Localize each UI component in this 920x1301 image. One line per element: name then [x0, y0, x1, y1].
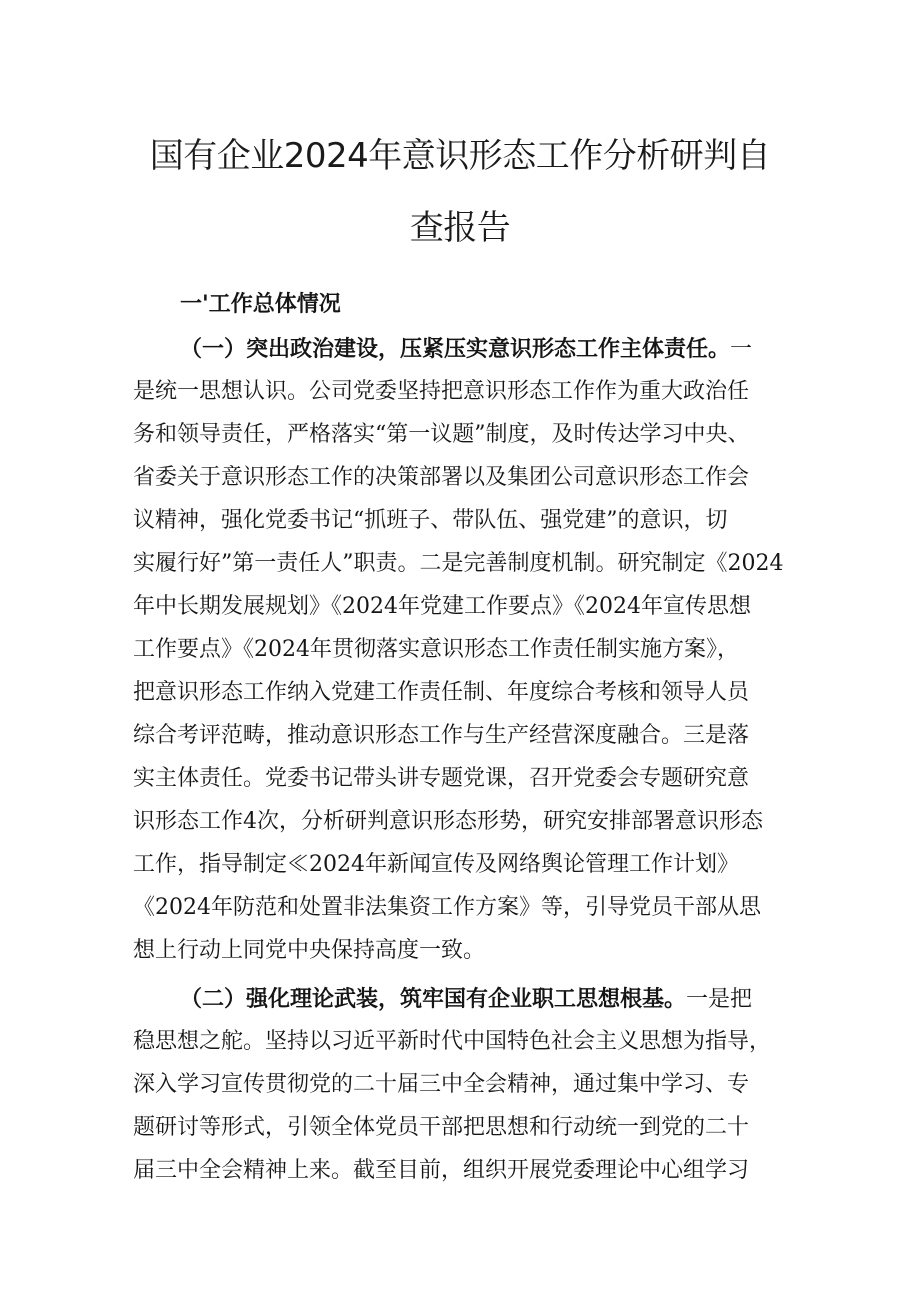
paragraph-1-text: 一 — [730, 337, 753, 362]
paragraph-1-line: 想上行动上同党中央保持高度一致。 — [133, 938, 486, 963]
paragraph-1-line: 务和领导责任，严格落实“第一议题”制度，及时传达学习中央、 — [133, 422, 750, 447]
paragraph-1-line-1 — [180, 334, 752, 365]
paragraph-2-line: 届三中全会精神上来。截至目前，组织开展党委理论中心组学习 — [133, 1158, 750, 1183]
paragraph-1-line: 《2024年防范和处置非法集资工作方案》等，引导党员干部从思 — [133, 895, 761, 920]
paragraph-1-line: 省委关于意识形态工作的决策部署以及集团公司意识形态工作会 — [133, 465, 750, 490]
paragraph-1-line: 年中长期发展规划》《2024年党建工作要点》《2024年宣传思想 — [133, 594, 751, 619]
section-heading: 一'工作总体情况 — [180, 292, 341, 317]
document-title-line-1: 国有企业2024年意识形态工作分析研判自 — [149, 136, 771, 176]
paragraph-2-lead: （二）强化理论武装，筑牢国有企业职工思想根基。 — [180, 986, 687, 1012]
paragraph-1-line: 工作，指导制定≪2024年新闻宣传及网络舆论管理工作计划》 — [133, 852, 739, 877]
paragraph-1-line: 综合考评范畴，推动意识形态工作与生产经营深度融合。三是落 — [133, 723, 750, 748]
document-title-line-2: 查报告 — [409, 208, 511, 248]
paragraph-1-line: 工作要点》《2024年贯彻落实意识形态工作责任制实施方案》， — [133, 637, 739, 662]
paragraph-2-line: 题研讨等形式，引领全体党员干部把思想和行动统一到党的二十 — [133, 1115, 750, 1140]
paragraph-2-line: 稳思想之舵。坚持以习近平新时代中国特色社会主义思想为指导， — [133, 1029, 772, 1054]
paragraph-1-line: 是统一思想认识。公司党委坚持把意识形态工作作为重大政治任 — [133, 379, 750, 404]
paragraph-1-line: 实履行好”第一责任人”职责。二是完善制度机制。研究制定《2024 — [133, 551, 784, 576]
paragraph-2-line-1 — [180, 984, 752, 1015]
paragraph-1-line: 把意识形态工作纳入党建工作责任制、年度综合考核和领导人员 — [133, 680, 750, 705]
paragraph-1-lead: （一）突出政治建设，压紧压实意识形态工作主体责任。 — [180, 336, 731, 362]
paragraph-1-line: 识形态工作4次，分析研判意识形态形势，研究安排部署意识形态 — [133, 809, 763, 834]
paragraph-2-text: 一是把 — [686, 987, 753, 1012]
paragraph-1-line: 实主体责任。党委书记带头讲专题党课，召开党委会专题研究意 — [133, 766, 750, 791]
paragraph-2-line: 深入学习宣传贯彻党的二十届三中全会精神，通过集中学习、专 — [133, 1072, 750, 1097]
paragraph-1-line: 议精神，强化党委书记“抓班子、带队伍、强党建”的意识，切 — [133, 508, 728, 533]
